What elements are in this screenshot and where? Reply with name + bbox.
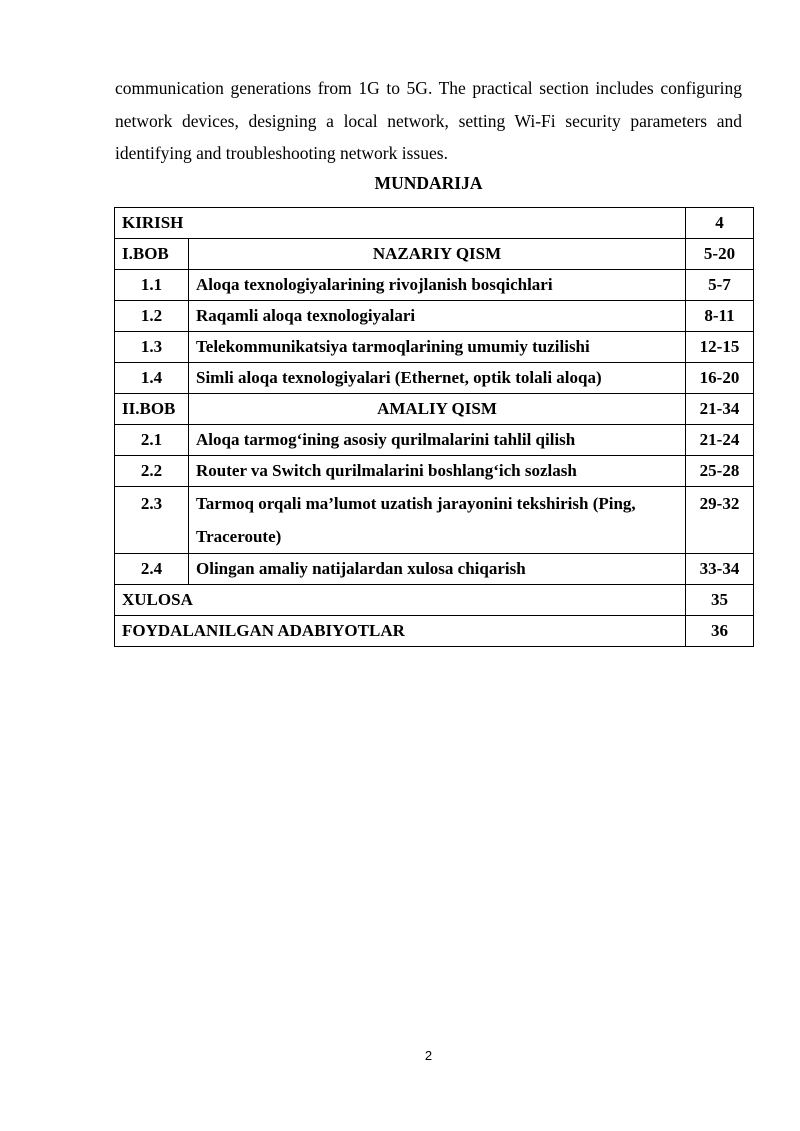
toc-title: Telekommunikatsiya tarmoqlarining umumiy tuzilishi [189,332,686,363]
intro-paragraph: communication generations from 1G to 5G. The practical section includes configuring network devices, designing a local network, setting Wi-Fi security parameters and identifying and troubleshooting network issues. [115,78,742,163]
table-row [115,301,754,332]
toc-title: Simli aloqa texnologiyalari (Ethernet, optik tolali aloqa) [189,363,686,394]
page-number: 2 [424,1048,433,1063]
toc-num: 1.4 [115,363,189,394]
toc-num: 1.3 [115,332,189,363]
toc-page: 16-20 [686,363,754,394]
toc-page: 21-34 [686,394,754,425]
toc-label: II.BOB [115,394,189,425]
toc-label: KIRISH [115,208,686,239]
toc-num: 1.1 [115,270,189,301]
toc-label: XULOSA [115,585,686,616]
toc-row-bob2 [115,394,754,425]
table-row [115,332,754,363]
table-of-contents [114,207,754,647]
table-row [115,425,754,456]
toc-row-xulosa [115,585,754,616]
toc-page: 29-32 [686,487,754,554]
toc-num: 1.2 [115,301,189,332]
toc-page: 36 [686,616,754,647]
table-row [115,456,754,487]
toc-title: NAZARIY QISM [189,239,686,270]
toc-heading: MUNDARIJA [374,173,483,193]
toc-row-bob1 [115,239,754,270]
toc-row-kirish [115,208,754,239]
toc-row-adabiyotlar [115,616,754,647]
table-row [115,270,754,301]
toc-page: 8-11 [686,301,754,332]
toc-title: Olingan amaliy natijalardan xulosa chiqarish [189,554,686,585]
toc-num: 2.2 [115,456,189,487]
toc-page: 21-24 [686,425,754,456]
toc-page: 5-20 [686,239,754,270]
toc-page: 4 [686,208,754,239]
toc-page: 5-7 [686,270,754,301]
toc-label: I.BOB [115,239,189,270]
toc-page: 25-28 [686,456,754,487]
toc-num: 2.1 [115,425,189,456]
toc-title: Router va Switch qurilmalarini boshlang‘ich sozlash [189,456,686,487]
toc-page: 35 [686,585,754,616]
table-row [115,487,754,554]
toc-title: AMALIY QISM [189,394,686,425]
toc-num: 2.4 [115,554,189,585]
toc-num: 2.3 [115,487,189,554]
toc-page: 33-34 [686,554,754,585]
toc-page: 12-15 [686,332,754,363]
toc-label: FOYDALANILGAN ADABIYOTLAR [115,616,686,647]
toc-title: Tarmoq orqali ma’lumot uzatish jarayonini tekshirish (Ping, Traceroute) [189,487,686,554]
table-row [115,363,754,394]
toc-title: Aloqa tarmog‘ining asosiy qurilmalarini tahlil qilish [189,425,686,456]
toc-title: Raqamli aloqa texnologiyalari [189,301,686,332]
table-row [115,554,754,585]
toc-title: Aloqa texnologiyalarining rivojlanish bosqichlari [189,270,686,301]
